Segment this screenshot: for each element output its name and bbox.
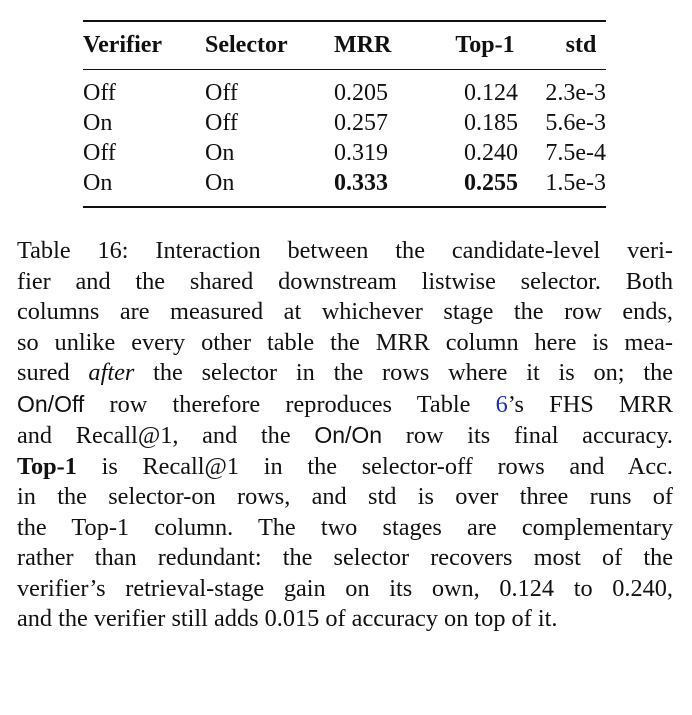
header-std: std [565, 32, 597, 58]
cell-verifier: On [83, 168, 205, 207]
caption-line [17, 452, 673, 483]
cell-top1: 0.185 [464, 110, 518, 136]
caption-line: so unlike every other table the MRR column here is mea- [17, 328, 673, 356]
cell-std: 5.6e-3 [545, 110, 606, 136]
caption-line [17, 389, 673, 421]
caption-text: sured [17, 359, 89, 386]
table-row [83, 168, 606, 207]
header-verifier: Verifier [83, 32, 163, 58]
caption-line: verifier’s retrieval-stage gain on its own, 0.124 to 0.240, [17, 574, 673, 602]
caption-line: rather than redundant: the selector recovers most of the [17, 544, 673, 571]
cell-top1: 0.124 [464, 80, 518, 106]
table-row [83, 70, 606, 109]
header-selector: Selector [205, 32, 288, 58]
cell-std: 2.3e-3 [545, 80, 606, 106]
cell-top1-best: 0.255 [436, 168, 534, 207]
cell-mrr: 0.257 [334, 110, 388, 136]
caption-text: and Recall@1, and the [17, 422, 315, 449]
cell-std: 7.5e-4 [545, 140, 606, 166]
table-row [83, 138, 606, 168]
caption-code-on-on: On/On [314, 422, 383, 448]
cell-top1: 0.240 [464, 140, 518, 166]
cell-selector: Off [205, 80, 238, 106]
cell-verifier: Off [83, 140, 116, 166]
caption-text: ’s FHS MRR [507, 390, 673, 418]
cell-mrr-best: 0.333 [334, 168, 436, 207]
caption-text: row therefore reproduces Table [84, 390, 496, 418]
caption-line [17, 358, 673, 389]
cell-verifier: Off [83, 80, 116, 106]
header-top1: Top-1 [455, 32, 515, 58]
cell-mrr: 0.205 [334, 80, 388, 106]
table-row [83, 108, 606, 138]
caption-bold-term: Top-1 [17, 452, 77, 480]
caption-line: the Top-1 column. The two stages are complementary [17, 513, 673, 541]
caption-line [17, 420, 673, 452]
cell-selector: On [205, 168, 334, 207]
cell-selector: On [205, 140, 235, 166]
caption-text: row its final accuracy. [382, 422, 673, 449]
cell-verifier: On [83, 110, 113, 136]
table-header-row [83, 21, 606, 70]
caption-line: columns are measured at whichever stage the row ends, [17, 298, 673, 325]
table-reference-link[interactable]: 6 [495, 390, 508, 418]
cell-mrr: 0.319 [334, 140, 388, 166]
caption-text: the selector in the rows where it is on; the [134, 359, 674, 386]
results-table-container [83, 20, 606, 208]
caption-code-on-off: On/Off [17, 390, 85, 417]
caption-emphasis: after [88, 359, 135, 386]
header-mrr: MRR [334, 32, 392, 58]
caption-text: is Recall@1 in the selector-off rows and Acc. [76, 452, 673, 480]
cell-std: 1.5e-3 [534, 168, 606, 207]
caption-line: fier and the shared downstream listwise selector. Both [17, 267, 673, 295]
results-table [83, 20, 606, 208]
caption-line: Table 16: Interaction between the candidate-level veri- [17, 237, 673, 264]
caption-line: in the selector-on rows, and std is over three runs of [17, 483, 673, 510]
caption-line: and the verifier still adds 0.015 of accuracy on top of it. [17, 605, 558, 632]
cell-selector: Off [205, 110, 238, 136]
table-caption [17, 236, 673, 635]
